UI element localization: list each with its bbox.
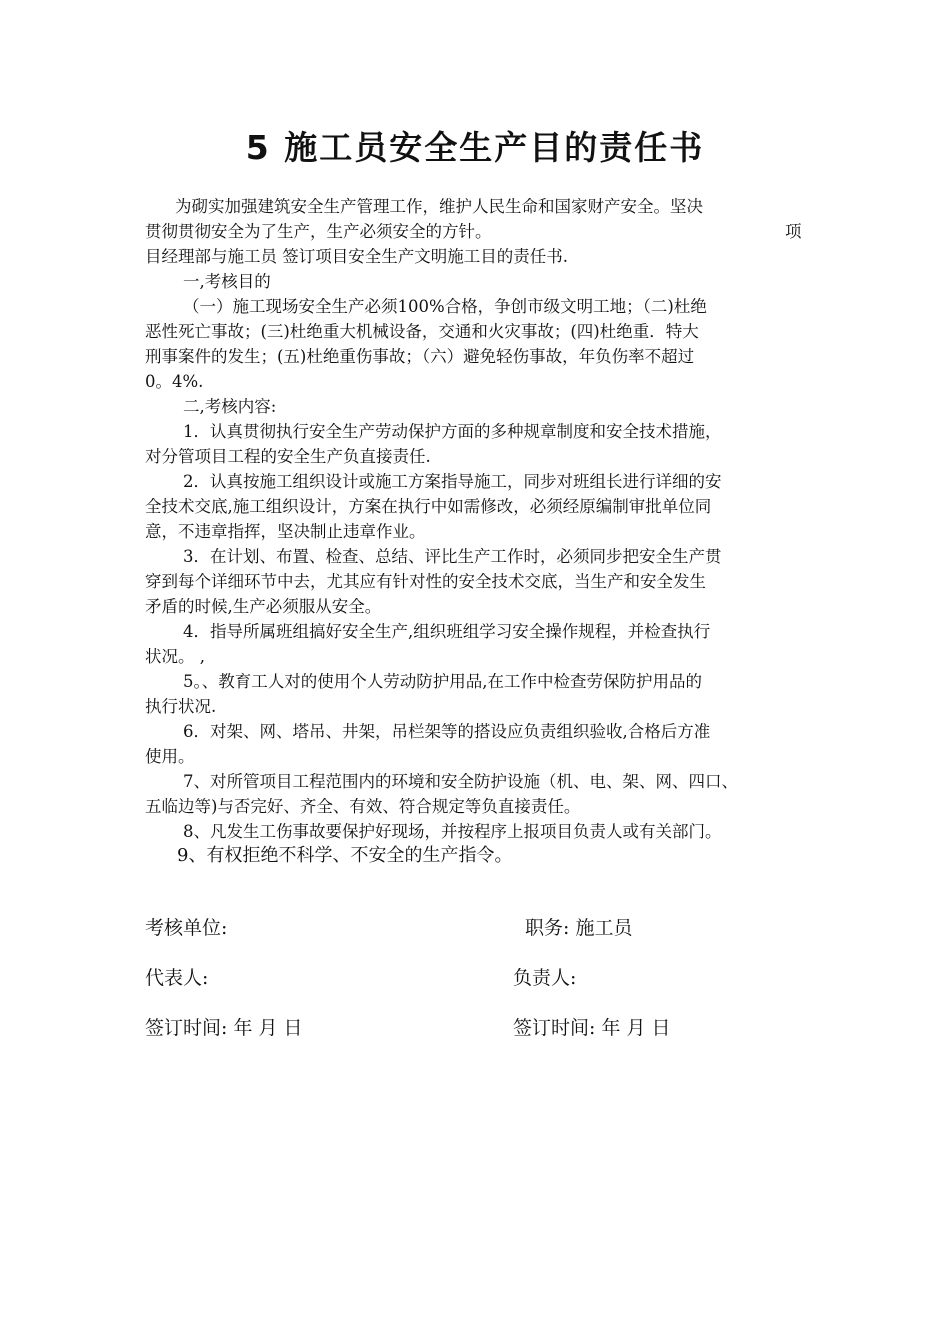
section2-line-17: 8、凡发生工伤事故要保护好现场，并按程序上报项目负责人或有关部门。: [183, 822, 722, 841]
section2-line-1: 1．认真贯彻执行安全生产劳动保护方面的多种规章制度和安全技术措施，: [183, 422, 722, 441]
section2-line-13: 6．对架、网、塔吊、井架，吊栏架等的搭设应负责组织验收,合格后方准: [183, 722, 711, 741]
document-title: 5 施工员安全生产目的责任书: [245, 128, 705, 167]
section2-line-18: 9、有权拒绝不科学、不安全的生产指令。: [177, 845, 513, 866]
signature-left-unit: 考核单位:: [145, 917, 228, 939]
section2-line-15: 7、对所管项目工程范围内的环境和安全防护设施（机、电、架、网、四口、: [183, 772, 738, 791]
signature-left-date: 签订时间: 年 月 日: [145, 1017, 303, 1039]
section2-heading: 二,考核内容:: [183, 397, 277, 416]
intro-line-2: 贯彻贯彻安全为了生产，生产必须安全的方针。: [145, 222, 492, 241]
section2-line-9: 4．指导所属班组搞好安全生产,组织班组学习安全操作规程，并检查执行: [183, 622, 711, 641]
section2-line-10: 状况。 ,: [145, 647, 205, 666]
section1-line-4: 0。4%.: [145, 372, 204, 391]
section2-line-5: 意，不违章指挥，坚决制止违章作业。: [145, 522, 426, 541]
section1-line-1: （一）施工现场安全生产必须100%合格，争创市级文明工地；（二)杜绝: [183, 297, 707, 316]
section2-line-2: 对分管项目工程的安全生产负直接责任.: [145, 447, 431, 466]
intro-line-3: 目经理部与施工员 签订项目安全生产文明施工目的责任书.: [145, 247, 568, 266]
intro-line-2-tail: 项: [785, 222, 802, 241]
section1-line-2: 恶性死亡事故；(三)杜绝重大机械设备，交通和火灾事故；(四)杜绝重．特大: [145, 322, 699, 341]
section2-line-16: 五临边等)与否完好、齐全、有效、符合规定等负直接责任。: [145, 797, 581, 816]
section2-line-6: 3．在计划、布置、检查、总结、评比生产工作时，必须同步把安全生产贯: [183, 547, 722, 566]
signature-right-responsible: 负责人:: [513, 967, 577, 989]
signature-right-position: 职务: 施工员: [525, 917, 633, 939]
section2-line-11: 5。、教育工人对的使用个人劳动防护用品,在工作中检查劳保防护用品的: [183, 672, 702, 691]
signature-left-representative: 代表人:: [145, 967, 209, 989]
section2-line-4: 全技术交底,施工组织设计，方案在执行中如需修改，必须经原编制审批单位同: [145, 497, 712, 516]
section2-line-8: 矛盾的时候,生产必须服从安全。: [145, 597, 382, 616]
section2-line-3: 2．认真按施工组织设计或施工方案指导施工，同步对班组长进行详细的安: [183, 472, 722, 491]
section2-line-7: 穿到每个详细环节中去，尤其应有针对性的安全技术交底，当生产和安全发生: [145, 572, 706, 591]
intro-line-1: 为砌实加强建筑安全生产管理工作，维护人民生命和国家财产安全。坚决: [175, 197, 703, 216]
section1-heading: 一,考核目的: [183, 272, 271, 291]
section1-line-3: 刑事案件的发生；(五)杜绝重伤事故；（六）避免轻伤事故，年负伤率不超过: [145, 347, 695, 366]
section2-line-12: 执行状况.: [145, 697, 217, 716]
section2-line-14: 使用。: [145, 747, 195, 766]
signature-right-date: 签订时间: 年 月 日: [513, 1017, 671, 1039]
